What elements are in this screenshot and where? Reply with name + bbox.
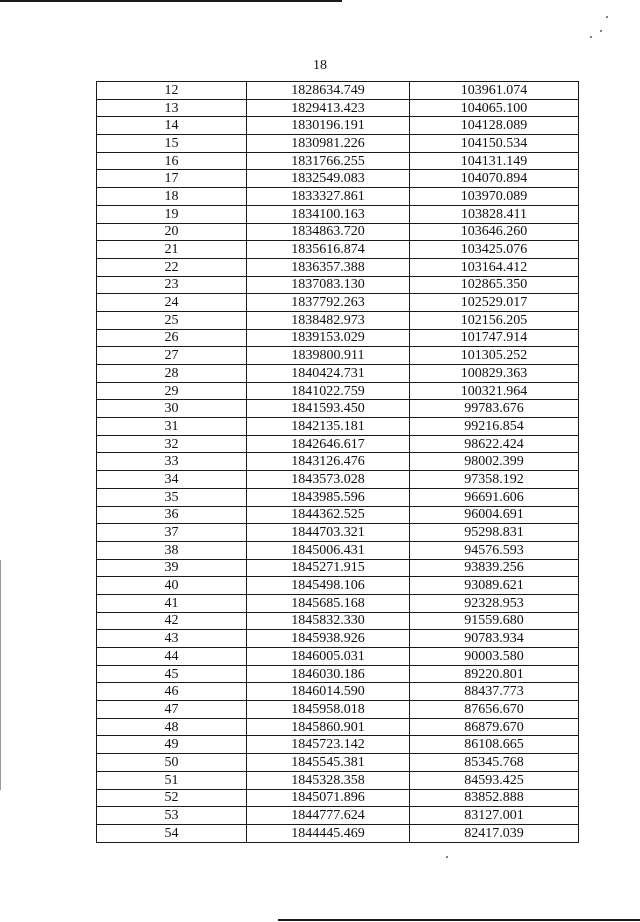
x-coordinate-cell: 1828634.749 — [247, 82, 410, 100]
x-coordinate-cell: 1845271.915 — [247, 559, 410, 577]
point-number-cell: 28 — [97, 365, 247, 383]
y-coordinate-cell: 97358.192 — [410, 471, 579, 489]
y-coordinate-cell: 96691.606 — [410, 488, 579, 506]
y-coordinate-cell: 104128.089 — [410, 117, 579, 135]
table-row — [97, 471, 579, 489]
y-coordinate-cell: 88437.773 — [410, 683, 579, 701]
y-coordinate-cell: 103961.074 — [410, 82, 579, 100]
x-coordinate-cell: 1845071.896 — [247, 789, 410, 807]
x-coordinate-cell: 1843985.596 — [247, 488, 410, 506]
table-row — [97, 453, 579, 471]
point-number-cell: 44 — [97, 648, 247, 666]
point-number-cell: 13 — [97, 99, 247, 117]
point-number-cell: 45 — [97, 665, 247, 683]
x-coordinate-cell: 1845938.926 — [247, 630, 410, 648]
y-coordinate-cell: 103164.412 — [410, 258, 579, 276]
point-number-cell: 39 — [97, 559, 247, 577]
point-number-cell: 40 — [97, 577, 247, 595]
point-number-cell: 37 — [97, 524, 247, 542]
x-coordinate-cell: 1841593.450 — [247, 400, 410, 418]
point-number-cell: 36 — [97, 506, 247, 524]
y-coordinate-cell: 102529.017 — [410, 294, 579, 312]
y-coordinate-cell: 101305.252 — [410, 347, 579, 365]
x-coordinate-cell: 1845958.018 — [247, 701, 410, 719]
table-row — [97, 258, 579, 276]
x-coordinate-cell: 1839153.029 — [247, 329, 410, 347]
x-coordinate-cell: 1843126.476 — [247, 453, 410, 471]
x-coordinate-cell: 1834100.163 — [247, 205, 410, 223]
x-coordinate-cell: 1844362.525 — [247, 506, 410, 524]
point-number-cell: 38 — [97, 541, 247, 559]
page-number: 18 — [313, 58, 327, 73]
y-coordinate-cell: 103828.411 — [410, 205, 579, 223]
y-coordinate-cell: 89220.801 — [410, 665, 579, 683]
point-number-cell: 47 — [97, 701, 247, 719]
x-coordinate-cell: 1844777.624 — [247, 807, 410, 825]
table-row — [97, 683, 579, 701]
point-number-cell: 41 — [97, 594, 247, 612]
y-coordinate-cell: 103970.089 — [410, 188, 579, 206]
table-row — [97, 648, 579, 666]
x-coordinate-cell: 1830981.226 — [247, 135, 410, 153]
y-coordinate-cell: 100321.964 — [410, 382, 579, 400]
table-row — [97, 807, 579, 825]
point-number-cell: 54 — [97, 824, 247, 842]
x-coordinate-cell: 1845832.330 — [247, 612, 410, 630]
x-coordinate-cell: 1834863.720 — [247, 223, 410, 241]
coordinates-table-body — [97, 82, 579, 843]
table-row — [97, 241, 579, 259]
point-number-cell: 20 — [97, 223, 247, 241]
point-number-cell: 35 — [97, 488, 247, 506]
x-coordinate-cell: 1835616.874 — [247, 241, 410, 259]
point-number-cell: 34 — [97, 471, 247, 489]
y-coordinate-cell: 92328.953 — [410, 594, 579, 612]
scan-speck — [590, 36, 592, 38]
table-row — [97, 294, 579, 312]
point-number-cell: 26 — [97, 329, 247, 347]
table-row — [97, 99, 579, 117]
point-number-cell: 31 — [97, 418, 247, 436]
y-coordinate-cell: 98622.424 — [410, 435, 579, 453]
point-number-cell: 50 — [97, 754, 247, 772]
table-row — [97, 488, 579, 506]
point-number-cell: 14 — [97, 117, 247, 135]
point-number-cell: 51 — [97, 771, 247, 789]
point-number-cell: 53 — [97, 807, 247, 825]
y-coordinate-cell: 83852.888 — [410, 789, 579, 807]
x-coordinate-cell: 1839800.911 — [247, 347, 410, 365]
table-row — [97, 152, 579, 170]
point-number-cell: 24 — [97, 294, 247, 312]
x-coordinate-cell: 1833327.861 — [247, 188, 410, 206]
x-coordinate-cell: 1830196.191 — [247, 117, 410, 135]
x-coordinate-cell: 1844703.321 — [247, 524, 410, 542]
table-row — [97, 594, 579, 612]
point-number-cell: 52 — [97, 789, 247, 807]
point-number-cell: 23 — [97, 276, 247, 294]
x-coordinate-cell: 1845685.168 — [247, 594, 410, 612]
point-number-cell: 30 — [97, 400, 247, 418]
y-coordinate-cell: 90003.580 — [410, 648, 579, 666]
point-number-cell: 49 — [97, 736, 247, 754]
point-number-cell: 29 — [97, 382, 247, 400]
table-row — [97, 665, 579, 683]
x-coordinate-cell: 1832549.083 — [247, 170, 410, 188]
table-row — [97, 117, 579, 135]
point-number-cell: 12 — [97, 82, 247, 100]
table-row — [97, 135, 579, 153]
y-coordinate-cell: 90783.934 — [410, 630, 579, 648]
y-coordinate-cell: 95298.831 — [410, 524, 579, 542]
table-row — [97, 223, 579, 241]
y-coordinate-cell: 86879.670 — [410, 718, 579, 736]
y-coordinate-cell: 102156.205 — [410, 311, 579, 329]
x-coordinate-cell: 1843573.028 — [247, 471, 410, 489]
x-coordinate-cell: 1842135.181 — [247, 418, 410, 436]
y-coordinate-cell: 99783.676 — [410, 400, 579, 418]
table-row — [97, 824, 579, 842]
point-number-cell: 18 — [97, 188, 247, 206]
scan-edge-top — [0, 0, 342, 2]
table-row — [97, 701, 579, 719]
y-coordinate-cell: 82417.039 — [410, 824, 579, 842]
y-coordinate-cell: 103425.076 — [410, 241, 579, 259]
table-row — [97, 612, 579, 630]
table-row — [97, 311, 579, 329]
scan-edge-left — [0, 560, 1, 790]
table-row — [97, 188, 579, 206]
table-row — [97, 82, 579, 100]
x-coordinate-cell: 1831766.255 — [247, 152, 410, 170]
x-coordinate-cell: 1845498.106 — [247, 577, 410, 595]
y-coordinate-cell: 101747.914 — [410, 329, 579, 347]
table-row — [97, 382, 579, 400]
x-coordinate-cell: 1845860.901 — [247, 718, 410, 736]
table-row — [97, 276, 579, 294]
y-coordinate-cell: 100829.363 — [410, 365, 579, 383]
table-row — [97, 400, 579, 418]
table-row — [97, 789, 579, 807]
point-number-cell: 19 — [97, 205, 247, 223]
point-number-cell: 22 — [97, 258, 247, 276]
x-coordinate-cell: 1846030.186 — [247, 665, 410, 683]
x-coordinate-cell: 1837792.263 — [247, 294, 410, 312]
table-row — [97, 559, 579, 577]
y-coordinate-cell: 83127.001 — [410, 807, 579, 825]
y-coordinate-cell: 96004.691 — [410, 506, 579, 524]
table-row — [97, 630, 579, 648]
point-number-cell: 17 — [97, 170, 247, 188]
x-coordinate-cell: 1844445.469 — [247, 824, 410, 842]
y-coordinate-cell: 91559.680 — [410, 612, 579, 630]
y-coordinate-cell: 99216.854 — [410, 418, 579, 436]
table-row — [97, 577, 579, 595]
x-coordinate-cell: 1838482.973 — [247, 311, 410, 329]
table-row — [97, 365, 579, 383]
table-row — [97, 435, 579, 453]
x-coordinate-cell: 1840424.731 — [247, 365, 410, 383]
table-row — [97, 205, 579, 223]
table-row — [97, 418, 579, 436]
x-coordinate-cell: 1845328.358 — [247, 771, 410, 789]
table-row — [97, 329, 579, 347]
x-coordinate-cell: 1841022.759 — [247, 382, 410, 400]
point-number-cell: 46 — [97, 683, 247, 701]
table-row — [97, 736, 579, 754]
y-coordinate-cell: 103646.260 — [410, 223, 579, 241]
table-row — [97, 754, 579, 772]
table-row — [97, 771, 579, 789]
point-number-cell: 16 — [97, 152, 247, 170]
point-number-cell: 25 — [97, 311, 247, 329]
x-coordinate-cell: 1829413.423 — [247, 99, 410, 117]
x-coordinate-cell: 1845723.142 — [247, 736, 410, 754]
point-number-cell: 27 — [97, 347, 247, 365]
table-row — [97, 524, 579, 542]
y-coordinate-cell: 93089.621 — [410, 577, 579, 595]
point-number-cell: 43 — [97, 630, 247, 648]
y-coordinate-cell: 104150.534 — [410, 135, 579, 153]
x-coordinate-cell: 1836357.388 — [247, 258, 410, 276]
y-coordinate-cell: 87656.670 — [410, 701, 579, 719]
x-coordinate-cell: 1845006.431 — [247, 541, 410, 559]
y-coordinate-cell: 93839.256 — [410, 559, 579, 577]
table-row — [97, 506, 579, 524]
scan-edge-bottom — [278, 919, 640, 921]
scan-speck — [446, 856, 448, 858]
table-row — [97, 541, 579, 559]
scan-speck — [606, 16, 608, 18]
y-coordinate-cell: 85345.768 — [410, 754, 579, 772]
y-coordinate-cell: 86108.665 — [410, 736, 579, 754]
table-row — [97, 718, 579, 736]
table-row — [97, 170, 579, 188]
point-number-cell: 15 — [97, 135, 247, 153]
point-number-cell: 33 — [97, 453, 247, 471]
y-coordinate-cell: 104065.100 — [410, 99, 579, 117]
y-coordinate-cell: 102865.350 — [410, 276, 579, 294]
y-coordinate-cell: 104131.149 — [410, 152, 579, 170]
y-coordinate-cell: 98002.399 — [410, 453, 579, 471]
point-number-cell: 48 — [97, 718, 247, 736]
x-coordinate-cell: 1846014.590 — [247, 683, 410, 701]
x-coordinate-cell: 1837083.130 — [247, 276, 410, 294]
y-coordinate-cell: 84593.425 — [410, 771, 579, 789]
point-number-cell: 21 — [97, 241, 247, 259]
point-number-cell: 32 — [97, 435, 247, 453]
scan-speck — [600, 30, 602, 32]
x-coordinate-cell: 1846005.031 — [247, 648, 410, 666]
table-row — [97, 347, 579, 365]
y-coordinate-cell: 94576.593 — [410, 541, 579, 559]
point-number-cell: 42 — [97, 612, 247, 630]
y-coordinate-cell: 104070.894 — [410, 170, 579, 188]
x-coordinate-cell: 1842646.617 — [247, 435, 410, 453]
coordinates-table — [96, 81, 579, 843]
x-coordinate-cell: 1845545.381 — [247, 754, 410, 772]
